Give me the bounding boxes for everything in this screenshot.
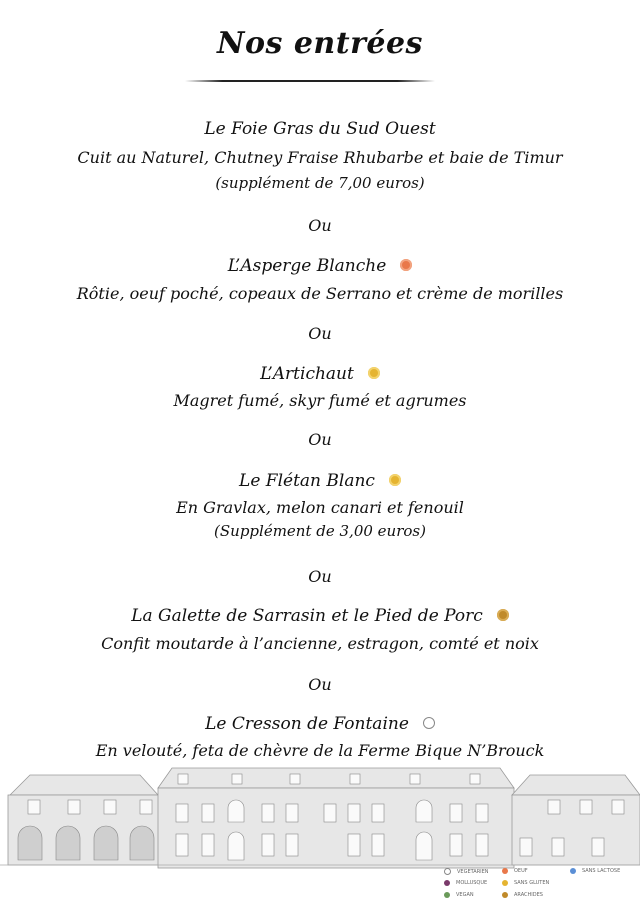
gluten-free-icon (368, 367, 380, 379)
gluten-free-icon (502, 880, 508, 886)
dish-description: En velouté, feta de chèvre de la Ferme Bique N’Brouck (95, 741, 545, 760)
legend-label: VEGAN (456, 892, 474, 898)
mollusc-icon (444, 880, 450, 886)
dish-description: Magret fumé, skyr fumé et agrumes (173, 391, 467, 410)
dish-name: Le Flétan Blanc (239, 471, 375, 491)
legend-item (502, 892, 543, 898)
vegan-icon (444, 892, 450, 898)
dish-item (0, 714, 640, 734)
legend-item (502, 868, 528, 874)
dish-item (0, 364, 640, 384)
peanut-icon (497, 609, 509, 621)
gluten-free-icon (389, 474, 401, 486)
legend-item (570, 868, 620, 874)
dish-name: L’Asperge Blanche (227, 256, 387, 276)
dish-name: L’Artichaut (260, 364, 354, 384)
title-divider (185, 80, 435, 82)
dish-item (0, 606, 640, 626)
allergen-legend (440, 866, 640, 902)
separator-or: Ou (308, 324, 332, 343)
separator-or: Ou (308, 567, 332, 586)
separator-or: Ou (308, 216, 332, 235)
legend-item (444, 880, 487, 886)
dish-description: Confit moutarde à l’ancienne, estragon, comté et noix (101, 634, 539, 653)
vegetarian-icon (423, 717, 435, 729)
legend-label: SANS LACTOSE (582, 868, 621, 874)
egg-icon (400, 259, 412, 271)
peanut-icon (502, 892, 508, 898)
dish-name: La Galette de Sarrasin et le Pied de Porc (131, 606, 483, 626)
separator-or: Ou (308, 675, 332, 694)
dish-description: En Gravlax, melon canari et fenouil (176, 498, 464, 517)
dish-item (0, 256, 640, 276)
page-title: Nos entrées (217, 26, 423, 61)
legend-item (444, 868, 489, 875)
dish-description: Cuit au Naturel, Chutney Fraise Rhubarbe et baie de Timur (77, 148, 563, 167)
vegetarian-icon (444, 868, 451, 875)
legend-label: OEUF (514, 868, 528, 874)
dish-item (0, 471, 640, 491)
legend-item (502, 880, 549, 886)
legend-label: SANS GLUTEN (514, 880, 550, 886)
legend-label: VEGETARIEN (457, 868, 489, 875)
lactose-free-icon (570, 868, 576, 874)
chateau-illustration (0, 760, 640, 870)
legend-label: ARACHIDES (514, 892, 543, 898)
dish-supplement: (Supplément de 3,00 euros) (214, 522, 426, 540)
dish-name: Le Cresson de Fontaine (205, 714, 409, 734)
separator-or: Ou (308, 430, 332, 449)
dish-description: Rôtie, oeuf poché, copeaux de Serrano et crème de morilles (76, 284, 564, 303)
egg-icon (502, 868, 508, 874)
legend-label: MOLLUSQUE (456, 880, 488, 886)
dish-supplement: (supplément de 7,00 euros) (215, 174, 425, 192)
legend-item (444, 892, 474, 898)
dish-name: Le Foie Gras du Sud Ouest (204, 119, 436, 139)
